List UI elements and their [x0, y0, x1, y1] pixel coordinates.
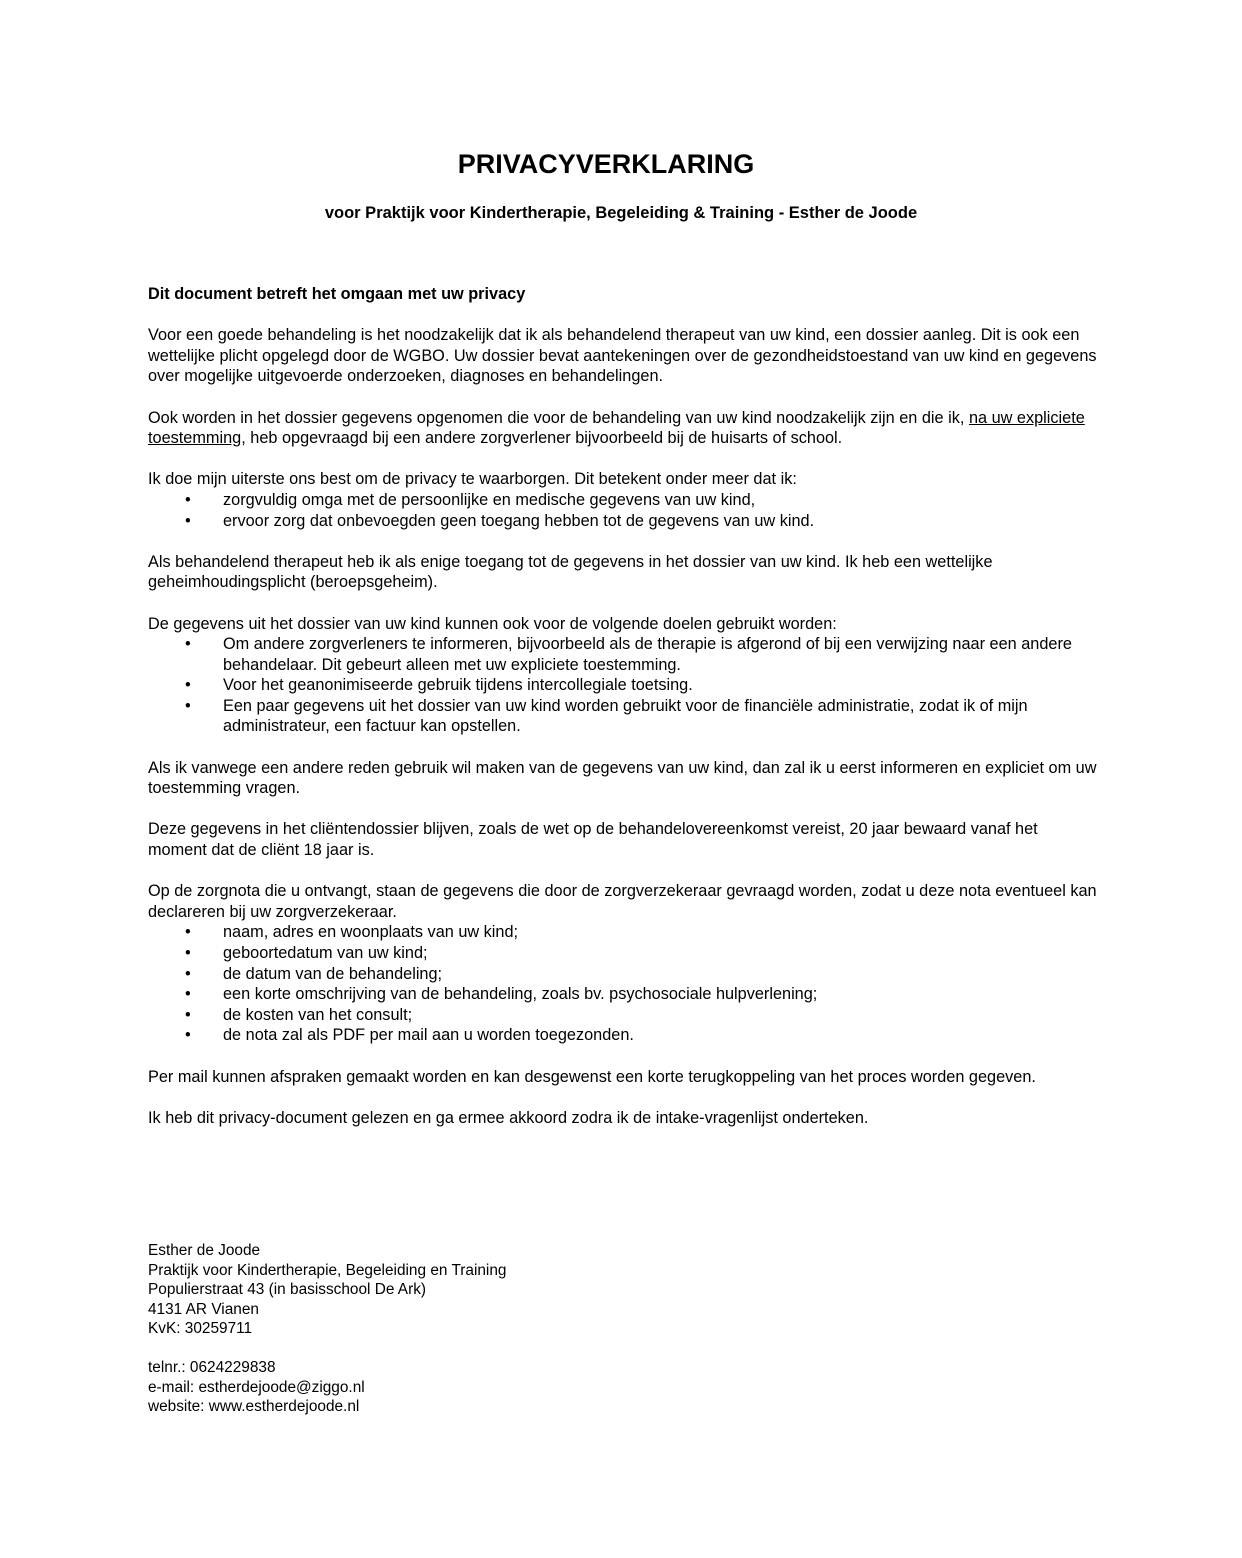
invoice-details-list — [148, 922, 1098, 1046]
contact-spacer — [148, 1339, 506, 1359]
paragraph-consent — [148, 408, 1098, 449]
contact-city: 4131 AR Vianen — [148, 1300, 259, 1318]
privacy-measures-list — [148, 490, 1098, 531]
bullet-marker: • — [185, 511, 191, 530]
list-item: • een korte omschrijving van de behandeling, zoals bv. psychosociale hulpverlening; — [185, 985, 818, 1004]
bullet-marker: • — [185, 696, 191, 715]
contact-address: Populierstraat 43 (in basisschool De Ark) — [148, 1281, 427, 1298]
contact-email: e-mail: estherdejoode@ziggo.nl — [148, 1378, 365, 1396]
list-item: • de datum van de behandeling; — [185, 964, 443, 983]
list-item: • de nota zal als PDF per mail aan u worden toegezonden. — [185, 1026, 634, 1045]
paragraph-mail: Per mail kunnen afspraken gemaakt worden en kan desgewenst een korte terugkoppeling van het proces worden gegeven. — [148, 1067, 1036, 1086]
contact-phone: telnr.: 0624229838 — [148, 1359, 276, 1376]
list-item: • naam, adres en woonplaats van uw kind; — [185, 923, 519, 942]
paragraph-consent-end: , heb opgevraagd bij een andere zorgverlener bijvoorbeeld bij de huisarts of school. — [241, 429, 843, 448]
document-subtitle: voor Praktijk voor Kindertherapie, Begeleiding & Training - Esther de Joode — [324, 204, 918, 222]
contact-kvk: KvK: 30259711 — [148, 1320, 253, 1337]
contact-name: Esther de Joode — [148, 1242, 261, 1259]
list-item: • ervoor zorg dat onbevoegden geen toegang hebben tot de gegevens van uw kind. — [185, 511, 815, 530]
document-title: PRIVACYVERKLARING — [457, 149, 755, 179]
bullet-marker: • — [185, 635, 191, 654]
paragraph-consent-start: Ook worden in het dossier gegevens opgenomen die voor de behandeling van uw kind noodzakelijk zijn en die ik, — [148, 408, 969, 427]
section-heading: Dit document betreft het omgaan met uw privacy — [148, 285, 526, 303]
list-item: • zorgvuldig omga met de persoonlijke en medische gegevens van uw kind, — [185, 490, 756, 509]
list-item: • Voor het geanonimiseerde gebruik tijdens intercollegiale toetsing. — [185, 676, 693, 695]
bullet-marker: • — [185, 964, 191, 983]
paragraph-access: Als behandelend therapeut heb ik als enige toegang tot de gegevens in het dossier van uw kind. Ik heb een wettelijke geheimhoudingsplicht (beroepsgeheim). — [148, 552, 993, 592]
bullet-marker: • — [185, 923, 191, 942]
list-item: • de kosten van het consult; — [185, 1005, 413, 1024]
purposes-list — [148, 634, 1098, 737]
paragraph-dossier: Voor een goede behandeling is het noodzakelijk dat ik als behandelend therapeut van uw kind, een dossier aanleg. Dit is ook een wettelijke plicht opgelegd door de WGBO. Uw dossier bevat aantekeningen over de gezondheidstoestand van uw kind en gegevens over mogelijke uitgevoerde onderzoeken, diagnoses en behandelingen. — [148, 326, 1097, 386]
list-item: • Om andere zorgverleners te informeren, bijvoorbeeld als de therapie is afgerond of bij een verwijzing naar een andere behandelaar. Dit gebeurt alleen met uw expliciete toestemming. — [185, 635, 1072, 674]
list-item: • geboortedatum van uw kind; — [185, 944, 428, 962]
paragraph-other-use: Als ik vanwege een andere reden gebruik wil maken van de gegevens van uw kind, dan zal ik u eerst informeren en expliciet om uw toestemming vragen. — [148, 758, 1097, 798]
list-item: • Een paar gegevens uit het dossier van uw kind worden gebruikt voor de financiële administratie, zodat ik of mijn administrateur, een factuur kan opstellen. — [185, 696, 1028, 736]
paragraph-purposes-intro: De gegevens uit het dossier van uw kind kunnen ook voor de volgende doelen gebruikt worden: — [148, 614, 837, 633]
bullet-marker: • — [185, 1005, 191, 1024]
paragraph-consent-underlined: na uw expliciete toestemming — [148, 408, 1085, 448]
bullet-marker: • — [185, 1026, 191, 1045]
bullet-marker: • — [185, 490, 191, 509]
bullet-marker: • — [185, 676, 191, 695]
contact-block — [148, 1241, 506, 1417]
paragraph-retention: Deze gegevens in het cliëntendossier blijven, zoals de wet op de behandelovereenkomst vereist, 20 jaar bewaard vanaf het moment dat de cliënt 18 jaar is. — [148, 820, 1038, 860]
contact-website: website: www.estherdejoode.nl — [148, 1398, 360, 1415]
paragraph-agreement: Ik heb dit privacy-document gelezen en ga ermee akkoord zodra ik de intake-vragenlijst onderteken. — [148, 1108, 869, 1127]
bullet-marker: • — [185, 985, 191, 1004]
contact-practice: Praktijk voor Kindertherapie, Begeleiding en Training — [148, 1261, 507, 1279]
paragraph-privacy-intro: Ik doe mijn uiterste ons best om de privacy te waarborgen. Dit betekent onder meer dat ik: — [148, 470, 797, 489]
paragraph-invoice-intro: Op de zorgnota die u ontvangt, staan de gegevens die door de zorgverzekeraar gevraagd worden, zodat u deze nota eventueel kan declareren bij uw zorgverzekeraar. — [148, 882, 1097, 921]
bullet-marker: • — [185, 944, 191, 962]
document-body — [148, 284, 1098, 1149]
